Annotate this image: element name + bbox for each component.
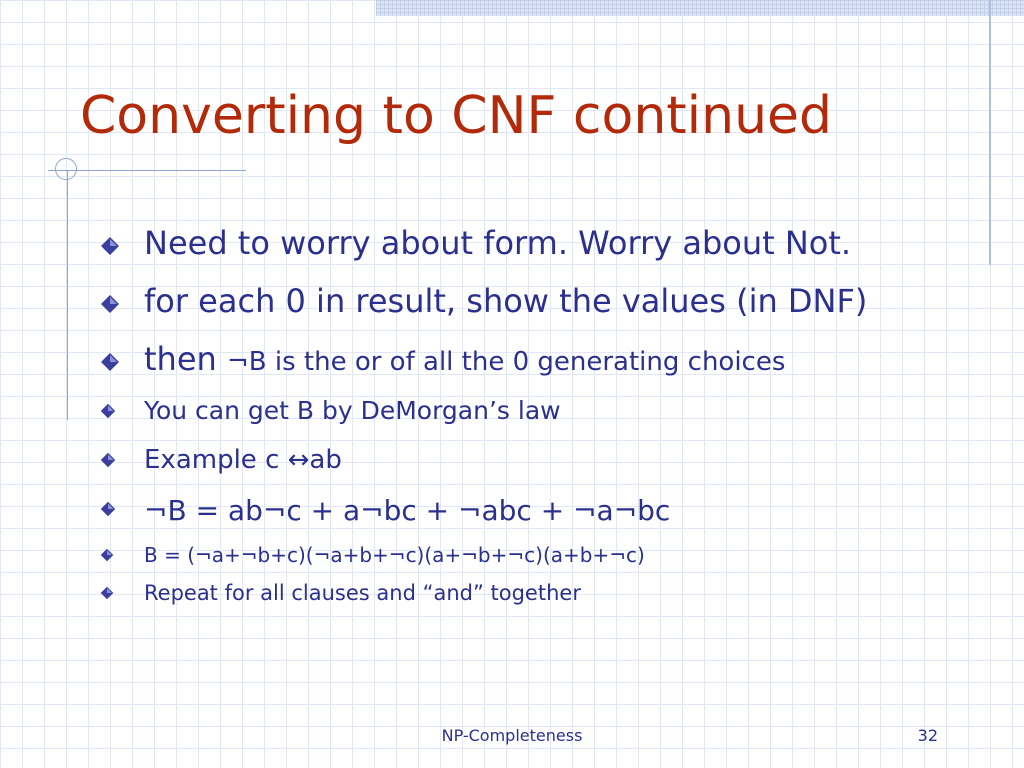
title-decor-horizontal-line bbox=[48, 170, 246, 171]
bullet-text: B = (¬a+¬b+c)(¬a+b+¬c)(a+¬b+¬c)(a+b+¬c) bbox=[144, 543, 645, 567]
bullet-text: Repeat for all clauses and “and” together bbox=[144, 581, 581, 605]
diamond-bullet-icon bbox=[100, 294, 120, 314]
bullet-text: Example c ↔ab bbox=[144, 445, 342, 475]
slide-title: Converting to CNF continued bbox=[80, 86, 833, 146]
footer-title: NP-Completeness bbox=[441, 726, 583, 745]
bullet-lead-text: then bbox=[144, 340, 227, 378]
diamond-bullet-icon bbox=[100, 586, 114, 600]
bullet-text: ¬B = ab¬c + a¬bc + ¬abc + ¬a¬bc bbox=[144, 494, 671, 527]
right-decor-line bbox=[989, 0, 991, 265]
bullet-text bbox=[144, 340, 785, 378]
title-decor-ring bbox=[55, 158, 77, 180]
diamond-bullet-icon bbox=[100, 403, 116, 419]
diamond-bullet-icon bbox=[100, 501, 116, 517]
header-decor-band bbox=[376, 0, 1024, 16]
diamond-bullet-icon bbox=[100, 548, 114, 562]
title-decor-vertical-line bbox=[67, 170, 68, 420]
diamond-bullet-icon bbox=[100, 236, 120, 256]
slide-number: 32 bbox=[917, 726, 938, 745]
bullet-rest-text: ¬B is the or of all the 0 generating choices bbox=[226, 347, 786, 377]
bullet-text: for each 0 in result, show the values (in DNF) bbox=[144, 282, 868, 320]
bullet-text: Need to worry about form. Worry about Not. bbox=[144, 224, 852, 262]
diamond-bullet-icon bbox=[100, 352, 120, 372]
bullet-text: You can get B by DeMorgan’s law bbox=[144, 396, 561, 425]
diamond-bullet-icon bbox=[100, 452, 116, 468]
